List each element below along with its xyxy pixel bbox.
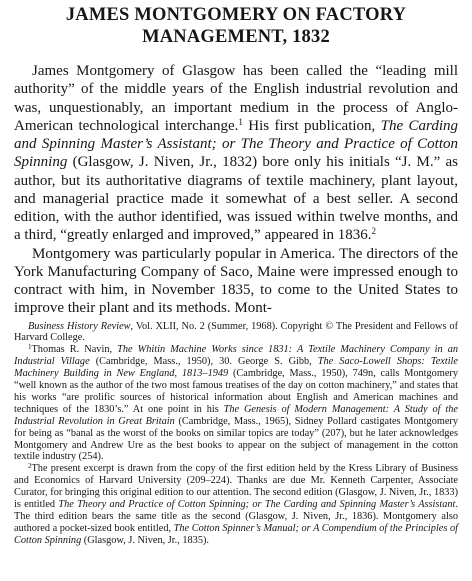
book-title: The Carding and Spinning Master’s Assistant; or The Theory and Practice of Cotton Spinning <box>14 117 458 171</box>
source-note: Business History Review, Vol. XLII, No. 2 (Summer, 1968). Copyright © The President and Fellows of Harvard College. <box>14 320 459 344</box>
footnote-marker-2: 2 <box>28 462 32 471</box>
footnote-1: $^1$Thomas R. Navin, The Whitin Machine Works since 1831: A Textile Machinery Company in an Industrial Village (Cambridge, Mass., 1950), 30. George S. Gibb, The Saco-Lowell Shops: Textile Machinery Building in New England, 1813–1949 (Cambridge, Mass., 1950), 749n, calls Montgomery “well known as the author of the two most famous treatises of the day on cotton machinery,” and states that his works “are prolific sources of historical information about English and American machines and techniques of the 1830’s.” At one point in his The Genesis of Modern Management: A Study of the Industrial Revolution in Great Britain (Cambridge, Mass., 1965), Sidney Pollard castigates Montgomery for being as “banal as the worst of the books on similar topics are today” (207), but he later acknowledges Montgomery and Andrew Ure as the best books to appear on the subject of management in the cotton textile industry (254). <box>14 343 459 463</box>
title-line-1: JAMES MONTGOMERY ON FACTORY <box>65 5 407 25</box>
title-line-2: MANAGEMENT, 1832 <box>142 27 330 47</box>
footnote-ref-1: 1 <box>238 116 243 127</box>
footnote-ref-2: 2 <box>371 226 377 237</box>
footnote-marker-1: 1 <box>28 343 32 352</box>
body-paragraph-1: James Montgomery of Glasgow has been called the “leading mill authority” of the middle years of the English industrial revolution and was, unquestionably, an important medium in the process of Anglo-American technological interchange.$^1$ His first publication, The Carding and Spinning Master’s Assistant; or The Theory and Practice of Cotton Spinning (Glasgow, J. Niven, Jr., 1832) bore only his initials “J. M.” as author, but its authoritative diagrams of textile machinery, plant layout, and managerial practice made it somewhat of a best seller. A second edition, with the author identified, was issued within twelve months, and a third, “greatly enlarged and improved,” appeared in 1836.$^2$ <box>14 63 458 244</box>
article-body <box>14 62 458 318</box>
article-page <box>14 4 458 547</box>
article-title <box>14 4 458 48</box>
footnote-2: $^2$The present excerpt is drawn from the copy of the first edition held by the Kress Library of Business and Economics of Harvard University (209–224). Thanks are due Mr. Kenneth Carpenter, Associate Curator, for bringing this original edition to our attention. The second edition (Glasgow, J. Niven, Jr., 1833) is entitled The Theory and Practice of Cotton Spinning; or The Carding and Spinning Master’s Assistant. The third edition bears the same title as the second (Glasgow, J. Niven, Jr., 1836). Montgomery also authored a pocket-sized book entitled, The Cotton Spinner’s Manual; or A Compendium of the Principles of Cotton Spinning (Glasgow, J. Niven, Jr., 1835). <box>14 462 459 546</box>
footnotes <box>14 321 458 547</box>
body-paragraph-2: Montgomery was particularly popular in America. The directors of the York Manufacturing Company of Saco, Maine were impressed enough to contract with him, in November 1835, to come to the United States to improve their plant and its methods. Mont- <box>14 245 458 317</box>
